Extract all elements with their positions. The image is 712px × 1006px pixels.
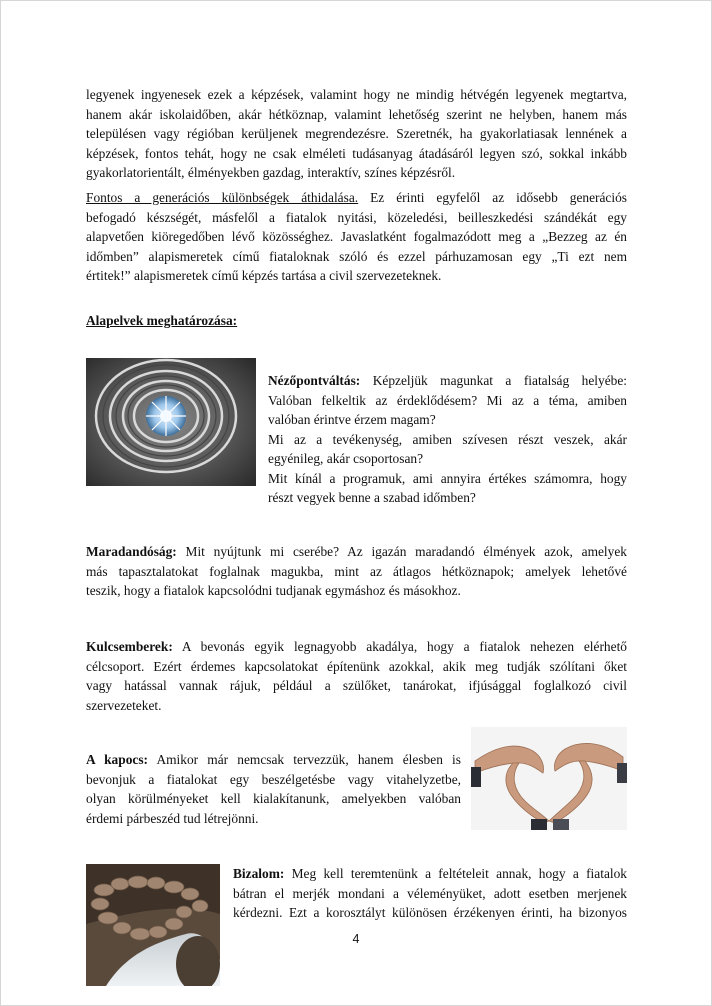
text-fragment: Amikor már nemcsak tervezzük, hanem élesben is [148,752,461,767]
principle-title: Bizalom: [233,866,285,881]
hands-heart-image [471,727,627,830]
text-line: értitek!” alapismeretek című képzés tartása a civil szervezeteknek. [86,268,442,283]
text-line [268,371,627,391]
principle-maradandosag [86,542,627,601]
text-line: időmben” alapismeretek című fiataloknak szóló és ezzel párhuzamosan egy „Ti ezt nem [86,248,627,264]
text-line: hanem akár iskolaidőben, akár hétköznap, valamint lehetőség szerint ne helyben, hanem más [86,106,627,122]
text-line [233,864,627,884]
principle-kulcsemberek [86,637,627,715]
principle-nezopontvaltas [268,371,627,508]
text-line: bevonjuk a fiatalokat egy beszélgetésbe vagy vitahelyzetbe, [86,771,461,787]
principle-bizalom [233,864,627,923]
intro-paragraph [86,85,627,183]
stacked-stones-image [86,864,220,986]
text-line: valóban érintve érzem magam? [268,412,436,427]
text-line: Valóban felkeltik az érdeklődésem? Mi az a téma, amiben [268,392,627,408]
text-line: célcsoport. Ezért érdemes kapcsolatokat építenünk azokkal, akik meg tudják szólítani őket [86,658,627,674]
generations-paragraph [86,188,627,286]
text-line [86,750,461,770]
text-line: településen vagy régióban kerüljenek megrendezésre. Szeretnék, ha gyakorlatiasak lennének a [86,126,627,141]
text-line: részt vegyek benne a szabad időmben? [268,490,476,505]
text-line: kérdezni. Ezt a korosztályt különösen érzékenyen érinti, ha bizonyos [233,905,627,920]
text-fragment: A bevonás egyik legnagyobb akadálya, hogy a fiatalok nehezen elérhető [172,639,627,654]
principle-title: A kapocs: [86,752,149,767]
text-line: érdemi párbeszéd tud létrejönni. [86,810,259,826]
text-line: teszik, hogy a fiatalok kapcsolódni tudjanak egymáshoz és másokhoz. [86,583,461,598]
text-line [86,542,627,562]
text-line: képzések, fontos tehát, hogy ne csak elméleti tudásanyag átadásáról legyen szó, sokkal inkább [86,145,627,161]
text-line: egyénileg, akár csoportosan? [268,451,424,466]
text-line: gyakorlatorientált, élményekben gazdag, interaktív, színes képzésről. [86,165,456,180]
underlined-statement: Fontos a generációs különbségek áthidalása. [86,190,359,205]
text-line: más tapasztalatokat foglalnak magukba, mint az átlagos hétköznapok; amelyek lehetővé [86,563,627,579]
page-number: 4 [352,932,360,946]
text-fragment: Képzeljük magunkat a fiatalság helyébe: [360,373,627,388]
principle-title: Kulcsemberek: [86,639,173,654]
text-line [86,188,627,208]
spiral-staircase-image [86,358,256,486]
text-fragment: Ez érinti egyfelől az idősebb generációs [358,190,627,205]
text-line: vagy hatással vannak rájuk, például a szülőket, tanárokat, ifjúsággal foglalkozó civil [86,678,627,693]
text-line: befogadó készségét, másfelől a fiatalok nyitási, közeledési, beilleszkedési szándékát egy [86,209,627,225]
principle-title: Maradandóság: [86,544,177,559]
principle-kapocs [86,750,461,828]
section-heading: Alapelvek meghatározása: [86,313,238,328]
text-line: olyan körülményeket kell kialakítanunk, amelyekben valóban [86,791,461,806]
text-line: Mi az a tevékenység, amiben szívesen részt veszek, akár [268,431,627,447]
text-line: bátran el merjék mondani a véleményüket, adott esetben merjenek [233,885,627,901]
text-line: szervezeteket. [86,697,162,713]
text-line: Mit kínál a programuk, ami annyira értékes számomra, hogy [268,470,627,486]
text-line: legyenek ingyenesek ezek a képzések, valamint hogy ne mindig hétvégén legyenek megtartva, [86,87,627,102]
text-fragment: Mit nyújtunk mi cserébe? Az igazán maradandó élmények azok, amelyek [176,544,627,559]
text-fragment: Meg kell teremtenünk a feltételeit annak, hogy a fiatalok [284,866,627,881]
text-line [86,637,627,657]
text-line: alapvetően kiöregedőben lévő közösséghez. Javaslatként fogalmazódott meg a „Bezzeg az én [86,229,627,244]
principle-title: Nézőpontváltás: [268,373,361,388]
